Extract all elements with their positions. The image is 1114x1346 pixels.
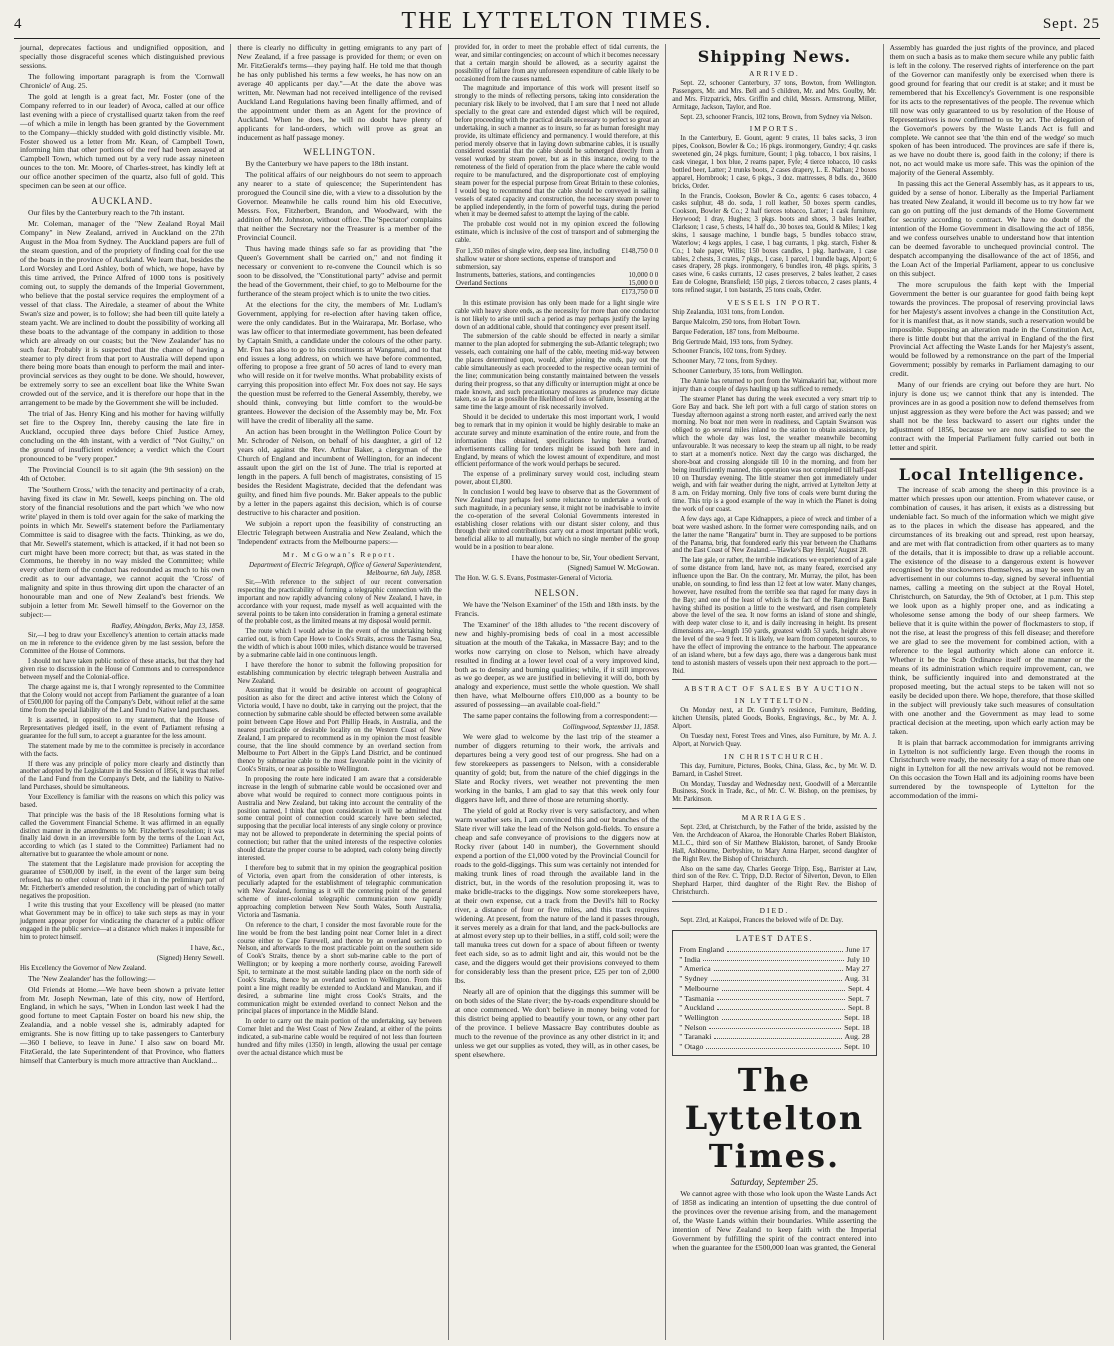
dates-place: " America (679, 964, 711, 974)
column-2 (231, 44, 448, 1340)
shipping-note: The steamer Planet has during the week executed a very smart trip to Gore Bay and back. She left port with a full cargo of station stores on Tuesday afternoon against a strong north easter, and arrived early the next morning. No boat nor men were in readiness, and Captain Swanson was obliged to go several miles inland to the station to obtain assistance, by which the whole day was lost, the weather meanwhile becoming unfavourable. It was necessary to keep the steam up all night, to be ready to start at a moment's notice. Next day the cargo was discharged, the shore-boat and crossing alongside till 10 in the morning, and from her being insufficiently manned, this operation was not completed till half-past 10 on Thursday evening. The little steamer then got immediately under weigh, and with fair weather during the night, arrived at Lyttelton Jetty at 8 a.m. on Friday morning. Only five tons of coals were burnt during the time. This trip is a good example of the way in which the Planet is doing the work of our coast. (672, 395, 877, 513)
letter-paragraph: I should not have taken public notice of these attacks, but that they had given rise to discussion in the House of Commons and to correspondence between myself and the Colonial-office. (20, 658, 225, 681)
editorial-paragraph: In passing this act the General Assembly has, as it appears to us, guided by a sense of honor. Liberally as the Imperial Parliament has treated New Zealand, it would ill become us to try how far we can go on putting off the just demands of the Home Government for security according to contract. We have no doubt of the intention of the Home Government in disallowing the act of 1856, and we confess ourselves unable to understand how that intention can be deemed favorable to unchequed provincial control. The despatch accompanying the disallowance of the act of 1856, and the Loan Act of the Imperial Parliament, appear to us conclusive on this subject. (889, 179, 1095, 278)
letter-paragraph: The statement that the Legislature made provision for accepting the guarantee of £500,000 by itself, in the event of the larger sum being refused, has no other colour of truth in it than in the preliminary part of Mr. Fitzherbert's amended resolution, the concluding part of which totally negatives the proposition. (20, 861, 225, 900)
paragraph: The increase of scab among the sheep in this province is a matter which presses upon our attention. From whatever cause, or combination of causes, it has arisen, it exists as a distressing but undeniable fact. So much of the information which we might give as to the places in which the disease has appeared, and the circumstances of its breaking out and spread, rest upon hearsay, and are met with flat contradiction from other quarters as to many of the details, that it is impossible to draw up a reliable account. The existence of the disease to a dangerous extent is however recognised by the stockowners themselves, as may be seen by an advertisement in our columns to-day, signed by several influential names, calling a meeting on the subject at the Royal Hotel, Christchurch, on Saturday, the 9th of October, at 1 p.m. This step we look upon as a highly proper one, and as indicating a wholesome sense among the body of our sheep farmers. We believe that it is quite within the power of flockmasters to stop, if not the rise, at least the progress of this fell disease; and therefore we are glad to see the movement for combined action, with a reference to the legal authority which alone can enforce it. Whether it be the Scab Ordinance itself or the manner or the means of its administration which require improvement, can, we think, be sufficiently inquired into and demonstrated at the proposed meeting, but the actual steps to be taken will not so easily be decided upon there. We hope, therefore, that those skilled in the subject will previously take such measures of consultation with one another and the Government as may lead to some practical decision at the meeting, upon which early action may be taken. (889, 484, 1095, 736)
vessel-entry: Barque Malcolm, 250 tons, from Hobart Town. (672, 318, 801, 326)
auction-entry: On Monday next, at Dr. Gundry's residence, Furniture, Bedding, kitchen Utensils, plated Goods, Books, Engravings, &c., by Mr. A. J. Alport. (672, 707, 877, 731)
shipping-note: A few days ago, at Cape Kidnappers, a piece of wreck and timber of a boat were washed ashore. In the former were corresponding nails, and on the latter the name "Rangatira" burnt in. They are supposed to be portions of the Panama, brig, that foundered early this year between the Chathams and the East Coast of New Zealand.—'Hawke's Bay Herald,' August 28. (672, 515, 877, 555)
paragraph: We have the 'Nelson Examiner' of the 15th and 18th insts. by the Francis. (454, 599, 660, 618)
paragraph: The trial of Jas. Henry King and his mother for having wilfully set fire to the Osprey Inn, thereby causing the late fire in Auckland, occupied three days before Chief Justice Arney, concluding on the 4th instant, with a verdict of "Not Guilty," on the ground of insufficient evidence; a verdict which the Court pronounced to be "very proper." (20, 409, 225, 463)
dates-date: Sept. 8 (847, 1003, 870, 1013)
latest-dates-box (672, 930, 876, 1056)
subheading-christchurch: IN CHRISTCHURCH. (724, 751, 825, 761)
table-row (455, 247, 659, 271)
column-5 (884, 44, 1100, 1340)
paragraph: We subjoin a report upon the feasibility of constructing an Electric Telegraph between Australia and New Zealand, which the 'Independent' extracts from the Melbourne papers:— (237, 518, 442, 546)
masthead (14, 8, 1100, 39)
dates-place: From England (679, 944, 725, 954)
correspondent-dateline: Collingwood, September 11, 1858. (562, 723, 660, 732)
cost-item (455, 287, 621, 296)
column-1 (14, 44, 231, 1340)
letter-closing: I have, &c., (190, 943, 225, 952)
report-paragraph: I have therefore the honor to submit the following proposition for establishing communication by electric telegraph between Australia and New Zealand. (237, 661, 442, 685)
report-paragraph: Sir,—With reference to the subject of our recent conversation respecting the practicability of forming a telegraphic connection with the important and now rapidly advancing colony of New Zealand, I have, in accordance with your request, made myself as well acquainted with the several points to be taken into consideration in framing a general estimate of the probable cost, as the limited means at my disposal would permit. (237, 579, 442, 626)
report-paragraph: On reference to the chart, I consider the most favorable route for the line would be from the best landing point near Corner Inlet in a direct course either to Cape Farewell, and thence by an overland section to Nelson, and afterwards to the most practicable point on the southern side of Cook's Straits, thence by a short sub-marine cable to the port of Wellington; or by keeping a more northerly course, avoiding Farewell Spit, to terminate at the most suitable landing place on the north side of Cook's Straits, thence by an overland section to Wellington. From this point a line might readily be extended to Auckland and Manukau, and if desired, a submarine line might cross Cook's Straits, and the communication might be extended overland to connect Nelson and the principal places of importance in the Middle Island. (237, 921, 442, 1016)
report-paragraph: The route which I would advise in the event of the undertaking being carried out, is from Cape Howe to Cook's Straits, across the Tasman Sea, the width of which is about 1000 miles, which distance would be traversed by a submarine cable laid in one continuous length. (237, 628, 442, 659)
paragraph: Our files by the Canterbury reach to the 7th instant. (28, 208, 185, 218)
subheading-arrived: ARRIVED. (749, 69, 800, 78)
dates-place: " Wellington (679, 1013, 719, 1023)
paragraph: Old Friends at Home.—We have been shown a private letter from Mr. Joseph Newman, late of this city, now of Hertford, England, in which he says, "When in London last week I had the good fortune to meet Captain Foster on board his new ship, the Zealandia, and a noble vessel she is, admirably adapted for emigrants. She is now fitting up to take passengers to Canterbury—360 I believe, to leave in June.' I also saw on board Mr. FitzGerald, the late Superintendent of that Province, who flatters himself that Canterbury is much more attractive than Auckland... (20, 984, 225, 1066)
shipping-note: The late gale, or rather, the terrible indications we experienced of a gale of some distance from land, have not, as many feared, exercised any influence upon the Bar. On the contrary, Mr. Murray, the pilot, has been unable, on sounding, to find less than 12 feet at low water. Many changes, however, have resulted from the terrible sea that raged for many days in the Bay; and one of the least of which is the fact of the Rangitera Bank having shifted its position a little to the westward, and risen completely above the level of the sea. It now forms an island of stone and shingle, with deep water close to it, and is daily increasing in height. Its present dimensions are,—length 150 yards, greatest width 53 yards, height above the level of the sea 9 feet. It is likely, we learn from competent sources, to have the effect of improving the entrance to the harbour. The appearance of an island where, but a few days ago, there was a dangerous bank must tend to astonish masters of vessels upon their next approach to the port.—Ibid. (672, 557, 877, 675)
cost-amount: 15,000 0 0 (628, 278, 659, 287)
dates-row (679, 964, 869, 974)
dates-row (679, 984, 869, 994)
vessel-entry: Barque Federation, 187 tons, from Melbourne. (672, 328, 800, 336)
paragraph: Nearly all are of opinion that the diggings this summer will be on both sides of the Slate river; the by-roads expenditure should be at once commenced. We don't believe in money being voted for this district being applied to beautify your town, or any other part of the province. I believe Massacre Bay contributes double as much to the revenue of the province as any other district in it; and unless we get our supplies as voted, they will, as in other cases, be spent elsewhere. (454, 987, 660, 1059)
dates-row (679, 945, 869, 955)
letter-recipient: His Excellency the Governor of New Zealand. (20, 964, 147, 972)
report-paragraph: The submersion of the cable should be effected in nearly a similar manner to the plan adopted for submerging the sub-Atlantic telegraph; two vessels, each containing one half of the cable, meeting mid-way between the places determined upon, would, after joining the ends, pay out the cable simultaneously as each proceeded to the respective ocean termini of the line; communication being constantly maintained between the vessels during their progress, so that any difficulty or interruption might at once be made known, and such precautionary measures as prudence may dictate taken, so as far as possible the likelihood of loss or failure, lessening at the same time the large amount of risk necessarily involved. (454, 333, 660, 412)
dates-place: " Taranaki (679, 1032, 712, 1042)
auction-entry: This day, Furniture, Pictures, Books, China, Glass, &c., by Mr. W. D. Barnard, in Cashel Street. (672, 762, 877, 778)
report-paragraph: In conclusion I would beg leave to observe that as the Government of New Zealand may perhaps feel some reluctance to undertake a work of such magnitude, in a pecuniary sense, it might not be inadvisable to invite the co-operation of the several Colonial Governments interested in establishing closer relations with our distant sister colony, and thus through their united contributions carry out a most important public work, beneficial alike to all mutually, but which no single member of the group would be in a position to bear alone. (454, 489, 660, 552)
marriage-notice: Sept. 23rd, at Christchurch, by the Father of the bride, assisted by the Ven. the Archdeacon of Akaroa, the Honorable Charles Robert Blakiston, M.L.C., third son of Sir Matthew Blakiston, baronet, of Sandy Brooke Hall, Ashbourne, Derbyshire, to Mary Anna Harper, second daughter of the Right Rev. the Bishop of Christchurch. (672, 824, 877, 863)
editorial-paragraph: The more scrupulous the faith kept with the Imperial Government the better is our guarantee for good faith being kept towards the provinces. The proposal of reserving provincial laws for her Majesty's assent involves a change in the Constitution Act, for it is manifest that, as it now stands, such a reservation would be impossible. Supposing an alteration made in the Constitution Act, there is little doubt but that the arrival in England of the the first Provincial Act affecting the Waste Lands for her Majesty's assent, would be followed by a remonstrance on the part of the Imperial Government; possibly by remarks in Parliament damaging to our credit. (889, 279, 1095, 379)
dates-date: Sept. 7 (847, 993, 870, 1003)
section-heading-local-intelligence: Local Intelligence. (898, 464, 1085, 484)
report-signature: (Signed) Samuel W. McGowan. (567, 564, 660, 573)
report-department: Department of Electric Telegraph, Office of General Superintendent, Melbourne, 6th July, 1858. (249, 560, 442, 577)
subheading-lyttelton: IN LYTTELTON. (734, 696, 814, 706)
dates-date: May 27 (845, 964, 870, 974)
letter-paragraph: It is asserted, in opposition to my statement, that the House of Representatives pledged itself, in the event of Parliament refusing a guarantee for the full sum, to accept a guarantee for the less amount. (20, 717, 225, 740)
subheading-vessels-in-port: VESSELS IN PORT. (727, 297, 822, 307)
report-paragraph: The expense of a preliminary survey would cost, including steam power, about £1,800. (454, 471, 660, 487)
dates-row (679, 994, 869, 1004)
paragraph: Thus having made things safe so far as providing that "the Queen's Government shall be carried on," and not finding it necessary or convenient to re-convene the Council which is so soon to be dissolved, the "Constitutional party" advise and permit the head of the Government, their chief, to go to Melbourne for the furtherance of the steam project which is to unite the two cities. (237, 244, 442, 298)
auction-entry: On Tuesday next, Forest Trees and Vines, also Furniture, by Mr. A. J. Alport, at Norwich Quay. (672, 733, 877, 748)
paragraph: The 'Examiner' of the 18th alludes to "the recent discovery of new and highly-promising beds of coal in a most accessible situation at the mouth of the Takaka, in Massacre Bay; and to the works now carrying on close to Nelson, which have already resulted in finding at a lower level coal of a very improved kind, both as to density and burning qualities; while, if it still improves as we go deeper, as we are justified in believing it will do, both by analogy and experience, must settle the whole question. We shall then have, what Melbourne offers £10,000 as a bounty to be assured of possessing—an available coal-field." (454, 619, 660, 710)
editorial-paragraph: We cannot agree with those who look upon the Waste Lands Act of 1858 as indicating an intention of upsetting the due control of the provinces over the revenue arising from, and the management of, the Waste Lands within their boundaries. While asserting the intention of New Zealand to keep faith with the Imperial Government by fulfilling the spirit of the contract entered into when the guarantee for the £500,000 loan was granted, the General (672, 1188, 877, 1252)
dates-date: Sept. 4 (847, 983, 870, 993)
section-heading-wellington: WELLINGTON. (303, 147, 376, 158)
editorial-date: Saturday, September 25. (730, 1176, 819, 1187)
subheading-imports: IMPORTS. (749, 124, 800, 134)
dates-date: July 10 (846, 954, 870, 964)
report-title: Mr. McGowan's Report. (282, 549, 397, 559)
dates-place: " Melbourne (679, 983, 719, 993)
subheading-marriages: MARRIAGES. (741, 813, 808, 823)
dates-row (679, 955, 869, 965)
report-paragraph: The magnitude and importance of this work will present itself so strongly to the minds of reflecting persons, taking into consideration the pecuniary risk likely to be involved, that I am sure that I need not allude specially to the great care and extended digest which will be required, before proceeding with the practical details necessary to perfect so great an undertaking, in such a manner as to insure, so far as human foresight may provide, its ultimate efficiency and permanency. I would therefore, at this period merely observe that in laying down submarine cables, it is usually considered essential that the cable should be submerged directly from a vessel worked by steam power, but as in this instance, owing to the remoteness of the field of operation from the place where the cable would require to be manufactured, and the disproportionate cost of employing steam power for the especial purpose from Great Britain to these colonies, I would beg to recommend that the cable should be conveyed in sailing vessels of stated capacity and construction, the necessary steam power to be applied independently, in the form of powerful tugs, during the period when it may be deemed safest to attempt the laying of the cable. (454, 85, 660, 219)
vessel-entry: Ship Zealandia, 1031 tons, from London. (672, 308, 785, 316)
letter-paragraph: The charge against me is, that I wrongly represented to the Committee that the Colony would not accept from Parliament the guarantee of a loan of £500,000 for paying off the Company's Debt, without relief at the same time from the special liability of the Land Fund to Native land purchases. (20, 683, 225, 715)
report-paragraph: provided for, in order to meet the probable effect of tidal currents, the wear, and similar contingencies; on account of which it becomes necessary that a certain margin should be allowed, as a security against the possibility of failure from any unforeseen expenditure of cable likely to be occasioned from the causes named. (454, 44, 660, 83)
dates-place: " Otago (679, 1042, 704, 1052)
vessel-entry: Schooner Mary, 72 tons, from Sydney. (672, 358, 778, 366)
vessel-entry: Schooner Francis, 102 tons, from Sydney. (672, 348, 787, 356)
divider (672, 901, 876, 902)
paragraph: The same paper contains the following from a correspondent:— (462, 711, 658, 721)
dates-place: " Sydney (679, 974, 708, 984)
paragraph: The 'New Zealander' has the following:— (28, 973, 156, 983)
dates-date: Sept. 10 (844, 1042, 870, 1052)
dates-place: " Tasmania (679, 993, 714, 1003)
section-heading-auckland: AUCKLAND. (91, 196, 154, 207)
newspaper-title: THE LYTTELTON TIMES. (401, 8, 713, 34)
issue-date: Sept. 25 (1042, 16, 1100, 32)
report-paragraph: I therefore beg to submit that in my opinion the geographical position of Victoria, even apart from the consideration of other interests, is peculiarly adapted for the establishment of telegraphic communication with New Zealand, forming as it will the centering point of the general scheme of inter-colonial telegraphic communication now rapidly approaching completion between New South Wales, South Australia, Victoria and Tasmania. (237, 864, 442, 919)
dates-date: June 17 (845, 944, 870, 954)
latest-dates-heading: LATEST DATES. (735, 933, 813, 943)
dates-place: " India (679, 954, 701, 964)
paragraph: The political affairs of our neighbours do not seem to approach any nearer to a state of quiescence; the Superintendent has prorogued the Council sine die, with a view to a dissolution by the Governor. Meanwhile he calls round him his old Executive, Messrs. Fox, Fitzherbert, Brandon, and Woodward, with the addition of Mr. Johnston, without office. The 'Spectator' complains that neither the Secretary nor the Treasurer is a member of the Provincial Council. (237, 170, 442, 243)
paragraph: The 'Southern Cross,' with the tenacity and pertinacity of a crab, having fixed its claw in Mr. Sewell, keeps pinching on. The old story of the financial resolutions and the part which 'we who now write' played in them is told over again for the sake of marking the points in which Mr. Sewell's statement before the Parliamentary Committee is said to disagree with the facts. Thinking, as we do, that Mr. Sewell's statement, which is attacked, if it had not been so curt might have been more correct; but that, as was stated in the Commons, he thereby in no way misled the Committee; while every other item of the conduct has redounded as much to his own credit as to our advantage, we cannot acquit the 'Cross' of malignity and spite in thus throwing dirt upon the character of an honourable man and one of New Zealand's best friends. We subjoin a letter from Mr. Sewell himself to the Governor on the subject:— (20, 484, 225, 620)
report-recipient: The Hon. W. G. S. Evans, Postmaster-General of Victoria. (454, 574, 613, 582)
dates-row (679, 1013, 869, 1023)
letter-address: Radley, Abingdon, Berks, May 13, 1858. (111, 622, 225, 631)
imports-entry: In the Canterbury, E. Gount, agent: 9 crates, 11 bales sacks, 3 iron pipes, Cookson, Bowler & Co.; 16 pkgs. ironmongery, Gundry; 4 qr. casks sweetened gin, 24 pkgs. furniture, Gount; 1 pkg. tobacco, 1 box raisins, 1 cask vinegar, 1 box blue, 2 reams paper, Fyfe; 4 tierce tobacco, 10 casks bottled beer, Latter; 2 trunks boots, 2 cases drapery, L. E. Nathan; 2 boxes apparel, Hornbrook; 1 case, 6 pkgs., 3 doz. mattresses, 8 bdls. do., 3600 bricks, Order. (672, 135, 877, 190)
dates-row (679, 1042, 869, 1052)
dates-place: " Nelson (679, 1022, 707, 1032)
paragraph: The yield of gold at Rocky river is very satisfactory, and when warm weather sets in, I am convinced this and our branches of the Slate river will take the lead of the Nelson gold-fields. To ensure a cheap and safe conveyance of provisions to the diggers now at Rocky river (about 140 in number), the Government should expend a portion of the £1,000 voted by the Provincial Council for roads to the gold-diggings. This sum was certainly not intended for making trunk lines of road through the available land in the district, but, in the words of the resolution proposing it, was to make bridle-tracks to the diggings. Now some storekeepers have, at their own expense, cut a track from the Devil's hill to Rocky river, a distance of four or five miles, and this track requires widening. At present, from the nature of the land it passes through, it serves merely as a drain for that land, and the pack-bullocks are at almost every step up to their bellies, in a stiff, cold soil; were the tall manuka trees cut down for a space of about fifteen or twenty feet each side, so as to admit light and air, this would not be the case, and the diggers would get their provisions conveyed to them for considerably less than the present price, £25 per ton of 2,000 lbs. (454, 806, 660, 986)
shipping-note: The Annie has returned to port from the Waimakariri bar, without more injury than a couple of days hauling up has sufficed to remedy. (672, 378, 877, 393)
vessel-entry: Brig Gertrude Maid, 193 tons, from Sydney. (672, 338, 793, 346)
subheading-died: DIED. (759, 906, 790, 915)
letter-paragraph: Your Excellency is familiar with the reasons on which this policy was based. (20, 794, 225, 809)
letter-paragraph: I write this trusting that your Excellency will be pleased (no matter what Government may be in office) to take such steps as may in your judgment appear proper for vindicating the character of a public officer engaged in the public service—at a distance which makes it impossible for him to protect himself. (20, 902, 225, 941)
cost-total: £173,750 0 0 (621, 287, 659, 296)
editorial-paragraph: Many of our friends are crying out before they are hurt. No injury is done us; we cannot think that any is intended. The provinces are in as good a position now to defend themselves from unjust aggression as they were before the Act was passed; and we shall not be the less backward to assert our rights under the adjustment of 1856, because we are now satisfied to see the contract with the Imperial Parliament fully carried out both in letter and spirit. (889, 380, 1095, 452)
dates-row (679, 1023, 869, 1033)
dates-date: Aug. 28 (844, 1032, 870, 1042)
dates-row (679, 974, 869, 984)
paragraph: Mr. Coleman, manager of the "New Zealand Royal Mail Company" in New Zealand, arrived in Auckland on the 27th August in the Moa from Sydney. The Auckland papers are full of the steam question, and of the propriety of finding coal for the use of the boats in the province of Auckland. We learn that, besides the Lord Worsley and Lord Ashley, both of which, we hope, have by this time arrived, the Prince Alfred of 1000 tons is positively coming out, to supply the demands of the Imperial Government, who believe that the postal service requires the employment of a vessel of that class. The Airedale, a steamer of about the White Swan's size and power, is to follow; she had been till quite lately a steam yacht. We are inclined to doubt the possibility of working all these boats to the advantage of the company in addition to those which are already on our coasts; but the 'New Zealander' has no such fear. Probably it is suspected that the chance of having a steamer to ply direct from that port to Australia will depend upon there being more boats than enough to perform the mail and inter-provincial services as they ought to be done. We should, however, be extremely sorry to see an excellent boat like the White Swan crowded out of the service, and it is therefore our hope that in the arrangement to be made by the Government she will be included. (20, 219, 225, 408)
report-closing: I have the honour to be, Sir, Your obedient Servant, (511, 554, 660, 562)
section-heading-nelson: NELSON. (534, 587, 580, 598)
cost-amount: £148,750 0 0 (621, 246, 659, 255)
cost-amount: 10,000 0 0 (628, 270, 659, 279)
dates-date: Sept. 18 (844, 1013, 870, 1023)
letter-paragraph: If there was any principle of policy more clearly and distinctly than another adopted by the Legislature in the Session of 1856, it was that relief of the Land Fund from the Company's Debt, and the liability to Native-land Purchases, should be simultaneous. (20, 760, 225, 792)
divider (890, 458, 1094, 460)
table-row-total (455, 287, 659, 296)
shipping-entry: Sept. 23, schooner Francis, 102 tons, Brown, from Sydney via Nelson. (680, 113, 873, 121)
vessel-entry: Schooner Canterbury, 35 tons, from Wellington. (672, 368, 803, 376)
paragraph: journal, deprecates factious and undignified opposition, and specially those disgraceful scenes which distinguished previous sessions. (20, 44, 225, 70)
table-row (455, 279, 659, 288)
auction-entry: On Monday, Tuesday and Wednesday next, Goodwill of a Mercantile Business, Stock in Trade, &c., of Mr. C. W. Bishop, on the premises, by Mr. Parkinson. (672, 780, 877, 804)
paragraph: We were glad to welcome by the last trip of the steamer a number of diggers returning to their work, the arrivals and departures being a very good test of our progress. She had on a few storekeepers as passengers to Nelson, with a considerable quantity of gold; but, from the nature of the chief diggings in the Slate and Rocky rivers, wet weather not preventing the men working in the banks, I am glad to say that this week only four diggers have left, and three of those are returning shortly. (454, 732, 660, 805)
dates-row (679, 1003, 869, 1013)
subheading-auction-sales: ABSTRACT OF SALES BY AUCTION. (684, 684, 865, 694)
dates-row (679, 1032, 869, 1042)
column-3 (449, 44, 666, 1340)
paragraph: By the Canterbury we have papers to the 18th instant. (245, 159, 409, 169)
paragraph: The following important paragraph is from the 'Cornwall Chronicle' of Aug. 25. (20, 71, 225, 90)
dates-date: Aug. 31 (844, 974, 870, 984)
page-number: 4 (14, 16, 22, 32)
letter-paragraph: That principle was the basis of the 18 Resolutions forming what is called the Government Financial Scheme. It was affirmed in an equally distinct manner in the amendments to Mr. Fitzherbert's resolution; it was finally laid down in an irreversible form by the terms of the Loan Act, according to which (as I stated to the Committee) Parliament had no alternative but to guarantee the whole amount or none. (20, 811, 225, 859)
section-heading-shipping: Shipping News. (697, 47, 852, 66)
letter-paragraph: The statement made by me to the committee is precisely in accordance with the facts. (20, 742, 225, 758)
dates-place: " Auckland (679, 1003, 715, 1013)
paragraph: At the elections for the city, the members of Mr. Ludlam's Government, applying for re-election after having taken office, were the only candidates. But in the Wairarapa, Mr. Borlase, who was law officer to that intermediate government, has been defeated by Captain Smith, a candidate under the colours of the other party. Mr. Fox has also to go to his constituents at Wanganui, and to that end issues a long address, on which we have before commented, offering to propose a free grant of 50 acres of land to every man who will reside on it for twelve months. What probability exists of carrying this proposition into effect Mr. Fox does not say. He says the question must be referred to the General Assembly, thereby, we should think, conveying but little comfort to the would-be grantees. However the decision of the Assembly may be, Mr. Fox will have the credit of liberality all the same. (237, 299, 442, 426)
cost-estimate-table (455, 247, 659, 296)
imports-entry: In the Francis, Cookson, Bowler & Co., agents: 6 cases tobacco, 4 casks sulphur, 48 do. soda, 1 roll leather, 50 boxes sperm candles, Cookson, Bowler & Co.; 2 half tierces tobacco, Latter; 1 cask furniture, Heywood; 1 dray, Hughes; 3 pkgs. boots and shoes, 3 bales leather, Clarkson; 1 case, 5 chests, 14 half do., 30 boxes tea, Gould & Miles; 1 keg skins, 1 sausage machine, 1 bundle bags, 5 bundles tobacco straw, Waterlow; 4 kegs apples, 1 case, 1 bag currants, 1 pkg. starch, Fisher & Co.; 1 bale paper, Willis; 150 boxes candles, 1 pkg. hardware, 1 case tables, 2 chests, 3 crates, 7 pkgs., 1 case, 1 parcel, 1 bundle bags, Alport; 6 cases drapery, 28 pkgs. ironmongery, 6 bundles iron, 48 pkgs. spirits, 3 cases wine, 6 casks currants, 12 cases preserves, 2 bales leather, 2 cases Eau de Cologne, Bransfield; 150 pigs, 2 tierces tobacco, 2 cases plants, 4 tons refined sugar, 1 ton bastards, 25 tons coals, Order. (672, 192, 877, 294)
report-paragraph: In this estimate provision has only been made for a light single wire cable with heavy shore ends, as the necessity for more than one conductor is not likely to arise until such a period as may perhaps justify the laying down of an additional cable, should that contingency ever present itself. (454, 299, 660, 331)
column-4 (666, 44, 883, 1340)
letter-signature: (Signed) Henry Sewell. (156, 954, 225, 963)
divider (672, 679, 876, 680)
report-paragraph: In order to carry out the main portion of the undertaking, say between Corner Inlet and the West Coast of New Zealand, at either of the points indicated, a sub-marine cable would be required of not less than fourteen hundred and fifty miles (1350) in length, allowing the usual per centage over the actual distance which must be (237, 1018, 442, 1057)
dates-date: Sept. 18 (844, 1022, 870, 1032)
marriage-notice: Also on the same day, Charles George Tripp, Esq., Barrister at Law, third son of the Rev. C. Tripp, D.D. Rector of Silverton, Devon, to Ellen Shephard Harper, third daughter of the Right Rev. the Bishop of Christchurch. (672, 865, 877, 897)
paragraph: The Provincial Council is to sit again (the 9th session) on the 4th of October. (20, 464, 225, 483)
editorial-title: The Lyttelton Times. (684, 1060, 865, 1175)
editorial-paragraph: Assembly has guarded the just rights of the province, and placed them on such a basis as to make them secure while any public faith is left in the colony. The reserved rights of interference on the part of the Governor can manifestly only be exercised when there is good ground for fearing that our credit is at stake; and it must be remembered that his Excellency's Government is one responsible for its acts to the representatives of the people. The revenue which till now was only guaranteed to us by resolution of the House of Representatives is now confirmed to us by act. The delegation of the Governor's powers by the Waste Lands Act is full and complete. We cannot see that 'the thin end of the wedge' so much spoken of has been introduced. The provinces are safe if there is, as we have no doubt there is, good faith in the colony; if there is not, no act would make us more safe. This was the opinion of the majority of the General Assembly. (889, 44, 1095, 178)
paragraph: It is plain that barrack accommodation for immigrants arriving in Lyttelton is not sufficiently large. Even though the rooms in Christchurch were ready, the necessity for a stay of more than one night in Lyttelton for all the new arrivals would not be removed. On this occasion the Town Hall and its adjoining rooms have been surrendered by the townspeople of Lyttelton for the accommodation of the immi- (889, 737, 1095, 801)
shipping-entry: Sept. 22, schooner Canterbury, 37 tons, Bowton, from Wellington. Passengers, Mr. and Mrs. Bell and 5 children, Mr. and Mrs. Goulby, Mr. and Mrs. Fitzpatrick, Mrs. Griffin and child, Messrs. Armstrong, Miller, Armitage, Jackson, Taylor, and Roe. (672, 80, 877, 111)
columns (14, 44, 1100, 1340)
report-paragraph: In proposing the route here indicated I am aware that a considerable increase in the length of submarine cable would be occasioned over and above what would be required to connect more contiguous points in Australia and New Zealand, but taking into account the centrality of the position named, I think that upon consideration it will be admitted that some central point of connection could scarcely have been selected, supposing that the peculiar local interests of any single colony or province may not be allowed to preponderate in determining the special points of connection; but rather that the united interests of the respective colonies should dictate the proper course to be adopted, each colony being directly interested. (237, 776, 442, 862)
report-paragraph: The probable cost would not in my opinion exceed the following estimate, which is inclusive of the cost of transport and of submerging the cable. (454, 221, 660, 244)
cost-item: For 1,350 miles of single wire, deep sea line, including shallow water or shore sections, expense of transport and submersion, say (455, 246, 616, 271)
death-notice: Sept. 23rd, at Kaiapoi, Frances the beloved wife of Dr. Day. (680, 917, 844, 924)
cost-item: Overland Sections (455, 278, 508, 287)
table-row (455, 271, 659, 279)
cost-item: Instruments, batteries, stations, and contingencies (455, 270, 595, 279)
paragraph: An action has been brought in the Wellington Police Court by Mr. Schroder of Nelson, on behalf of his daughter, a girl of 12 years old, against the Rev. Arthur Baker, a clergyman of the Church of England and incumbent of Wellington, for an indecent assault upon the girl on the 1st of June. The trial is reported at length in the papers. A full bench of magistrates, consisting of 15 besides the Resident Magistrate, decided that the defendant was guilty, and fined him five pounds. Mr. Baker appeals to the public by a letter in the papers against this decision, which is of course destructive to his character and position. (237, 427, 442, 517)
paragraph: The gold at length is a great fact, Mr. Foster (one of the Company referred to in our leader) of Avoca, called at our office last evening with a piece of crystallised quartz taken from the reef—of which a mile in length has been granted by the Government to the Company—thickly studded with gold distinctly visible. Mr. Foster showed us a letter from Mr. Kean, of Campbell Town, informing him that other portions of the reef had been assayed at Campbell Town, which turned out by a very rude assay nineteen ounces to the ton. Mr. Moore, of Charles-street, has kindly left at our office another specimen of the quartz, also full of gold. This specimen can be seen at our office. (20, 91, 225, 191)
paragraph: there is clearly no difficulty in getting emigrants to any part of New Zealand, if a free passage is provided for them; or even on Mr. FitzGerald's terms—they paying half. He told me that though he has only published his terms a few weeks, he has now on an average 40 applicants per day."—At the date the above was written, Mr. Newman had not received intelligence of the revised Auckland Land Regulations having been finally affirmed, and of the appointment under them as an Agent for the province of Auckland. When he does, he will no doubt have plenty of applicants for land-orders, which will prove as great an inducement as half passage money. (237, 44, 442, 142)
report-paragraph: Assuming that it would be desirable on account of geographical position as also for the direct and active interest which the Colony of Victoria would, I have no doubt, take in carrying out the project, that the connection by submarine cable should be effected between some available point between Cape Howe and Port Phillip Heads, in Australia, and the nearest practicable or desirable locality on the Western Coast of New Zealand, I am prepared to recommend as in my opinion the most feasible course, that the line should commence by an overland section from Melbourne to Port Albert in the Gipp's Land District, and be continued thence by submarine cable to the most favorable point in the vicinity of Cook's Straits, or near as possible to Wellington. (237, 687, 442, 774)
divider (672, 808, 876, 809)
letter-paragraph: Sir,—I beg to draw your Excellency's attention to certain attacks made on me in reference to the evidence given by me last session, before the Committee of the House of Commons. (20, 632, 225, 656)
report-paragraph: Should it be decided to undertake this most important work, I would beg to remark that in my opinion it would be highly desirable to make an accurate survey and minute examination of the entire route, and from the information thus obtained, specifications having been framed, advertisements calling for tenders might be issued both here and in England, by means of which the lowest amount of expenditure, and most efficient performance of the work would perhaps be secured. (454, 414, 660, 469)
